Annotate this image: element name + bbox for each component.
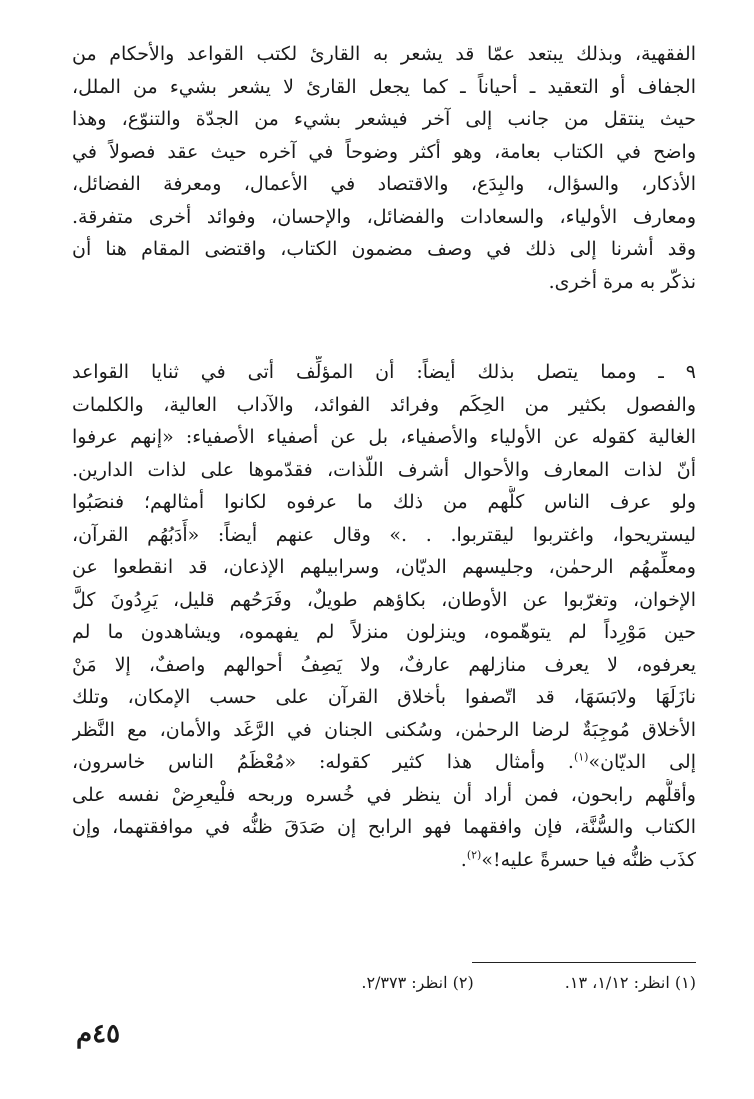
footnote-1: (١) انظر: ١/١٢، ١٣. — [564, 973, 696, 992]
text-line: ٩ ـ ومما يتصل بذلك أيضاً: أن المؤلِّف أتى في ثنايا القواعد — [72, 361, 696, 383]
text-line: الأخلاق مُوجِبَةٌ لرضا الرحمٰن، وسُكنى الجنان في الرَّغَد والأمان، مع النَّظر — [72, 718, 696, 741]
text-line — [72, 746, 696, 779]
paragraph-2 — [72, 356, 696, 876]
text-line: حيث ينتقل من جانب إلى آخر فيشعر بشيء من الجدّة والتنوّع، وهذا — [72, 108, 696, 130]
text-line: والفصول بكثير من الحِكَم وفرائد الفوائد، والآداب العالية، والكلمات — [72, 393, 696, 416]
text-line: ليستريحوا، واغتربوا ليقتربوا. . .» وقال عنهم أيضاً: «أَدَبُهُم القرآن، — [72, 523, 696, 546]
text-line: نازَلَهَا ولابَسَهَا، قد اتّصفوا بأخلاق القرآن على حسب الإمكان، وتلك — [72, 686, 696, 708]
text-line: الغالية كقوله عن الأولياء والأصفياء، بل عن أصفياء الأصفياء: «إنهم عرفوا — [72, 426, 696, 448]
text-segment: كذَب ظنُّه فيا حسرةً عليه!» — [481, 848, 696, 871]
text-line: ومعارف الأولياء، والسعادات والفضائل، والإحسان، وفوائد أخرى متفرقة. — [72, 205, 696, 228]
paragraph-1 — [72, 38, 696, 298]
footnote-separator — [472, 962, 696, 963]
text-segment: . — [460, 848, 467, 871]
footnotes — [200, 970, 696, 996]
text-line: وقد أشرنا إلى ذلك في وصف مضمون الكتاب، واقتضى المقام هنا أن — [72, 238, 696, 260]
text-line: ومعلِّمهُم الرحمٰن، وجليسهم الديّان، وسرابيلهم الإذعان، قد انقطعوا عن — [72, 556, 696, 578]
text-line: وأقلُّهم رابحون، فمن أراد أن ينظر في خُسره وربحه فلْيعرِضْ نفسه على — [72, 783, 696, 806]
text-line: أنّ لذات المعارف والأحوال أشرف اللّذات، فقدّموها على لذات الدارين. — [72, 458, 696, 481]
text-segment: إلى الديّان» — [588, 751, 696, 773]
text-line: واضح في الكتاب بعامة، وهو أكثر وضوحاً في آخره حيث عقد فصولاً في — [72, 140, 696, 163]
text-line: الأذكار، والسؤال، والبِدَع، والاقتصاد في الأعمال، ومعرفة الفضائل، — [72, 173, 696, 195]
text-line: حين مَوْرِداً لم يتوهّموه، وينزلون منزلاً لم يفهموه، ويشاهدون ما لم — [72, 621, 696, 643]
text-line: الجفاف أو التعقيد ـ أحياناً ـ كما يجعل القارئ لا يشعر بشيء من الملل، — [72, 75, 696, 98]
footnote-marker-2: (٢) — [466, 848, 482, 862]
text-line: الإخوان، وتغرّبوا عن الأوطان، بكاؤهم طويلٌ، وفَرَحُهم قليل، يَرِدُونَ كلَّ — [72, 588, 696, 611]
text-line: الكتاب والسُّنَّة، فإن وافقهما فهو الرابح إن صَدَقَ ظنُّه في موافقتهما، وإن — [72, 816, 696, 838]
page-number: ٤٥م — [76, 1019, 121, 1049]
text-line: نذكّر به مرة أخرى. — [548, 270, 696, 293]
footnote-2: (٢) انظر: ٢/٣٧٣. — [361, 973, 474, 992]
text-line: ولو عرف الناس كلُّهم من ذلك ما عرفوه لكانوا أمثالهم؛ فنصَبُوا — [72, 491, 696, 513]
text-line: يعرفوه، لا يعرف منازلهم عارفٌ، ولا يَصِفُ أحوالهم واصفٌ، إلا مَنْ — [72, 653, 696, 676]
text-segment: . وأمثال هذا كثير كقوله: «مُعْظَمُ الناس خاسرون، — [72, 751, 574, 773]
text-line — [72, 844, 696, 877]
footnote-marker-1: (١) — [573, 750, 589, 764]
text-line: الفقهية، وبذلك يبتعد عمّا قد يشعر به القارئ لكتب القواعد والأحكام من — [72, 43, 696, 65]
